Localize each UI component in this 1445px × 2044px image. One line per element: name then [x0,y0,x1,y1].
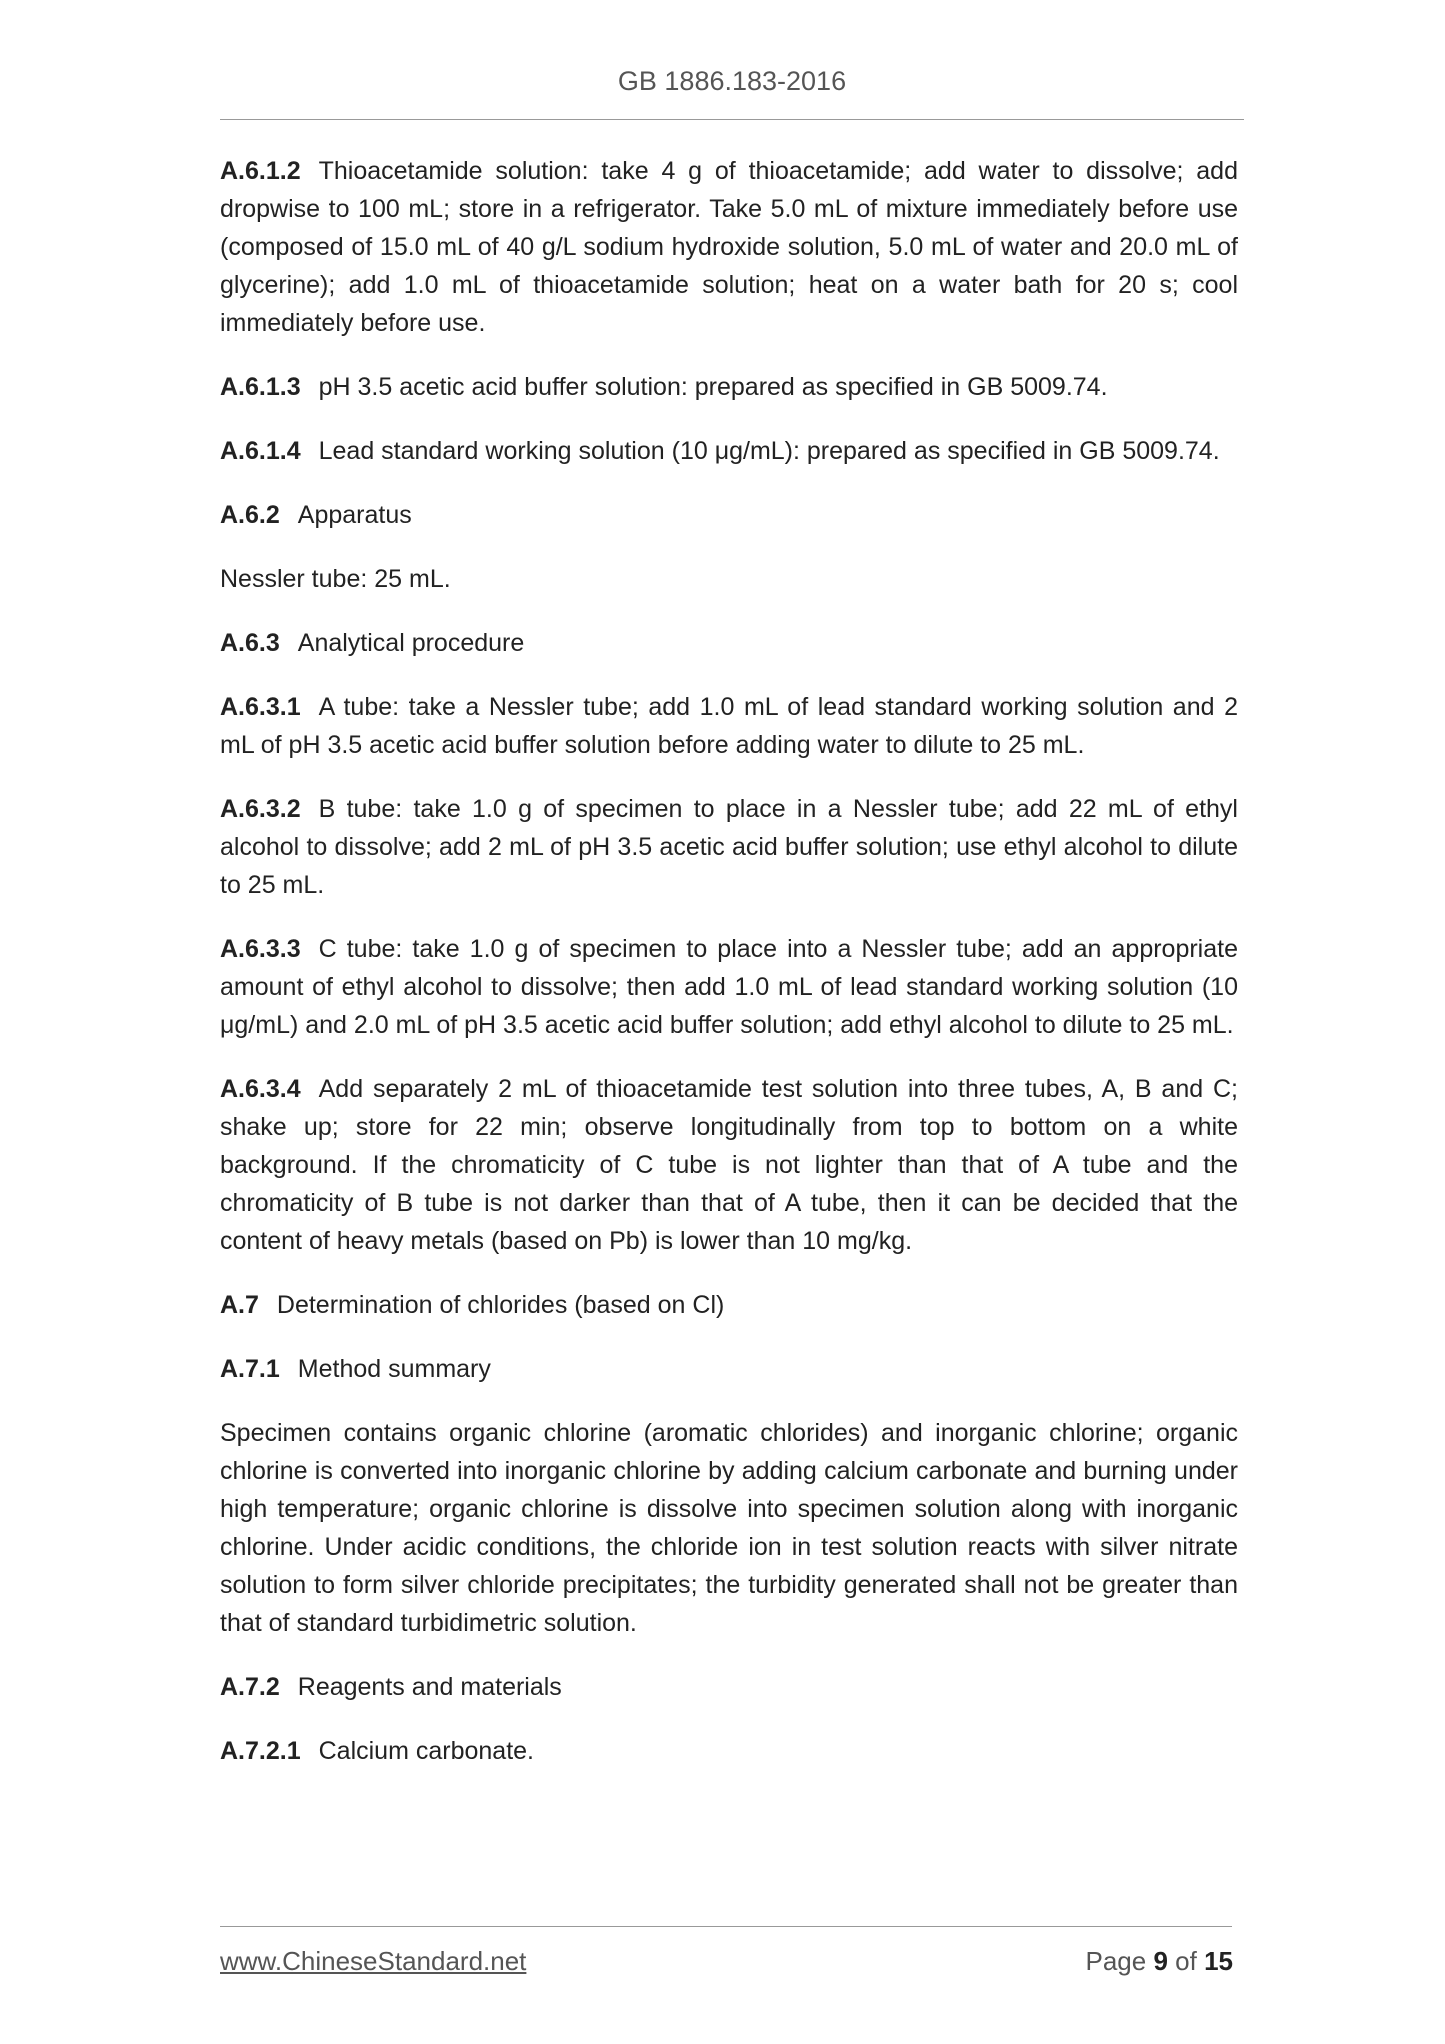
heading-a-6-3 [220,624,1238,662]
page-total: 15 [1204,1946,1233,1976]
paragraph-a-6-3-1 [220,688,1238,764]
section-number: A.7.1 [220,1355,280,1383]
paragraph-method-summary [220,1414,1238,1642]
document-header: GB 1886.183-2016 [617,66,847,96]
section-number: A.6.3.2 [220,795,301,823]
section-number: A.6.3.4 [220,1075,301,1103]
heading-text: Reagents and materials [297,1673,562,1701]
heading-text: Apparatus [297,501,412,529]
paragraph-a-7-2-1 [220,1732,1238,1770]
section-number: A.6.1.3 [220,373,301,401]
section-number: A.6.2 [220,501,280,529]
heading-a-6-2 [220,496,1238,534]
section-number: A.6.3.1 [220,693,301,721]
paragraph-a-6-3-3 [220,930,1238,1044]
paragraph-nessler-tube [220,560,1238,598]
page-indicator [1085,1946,1233,1977]
paragraph-a-6-3-4 [220,1070,1238,1260]
paragraph-text: A tube: take a Nessler tube; add 1.0 mL of lead standard working solution and 2 mL of pH 3.5 acetic acid buffer solution before adding water to dilute to 25 mL. [220,693,1238,759]
heading-text: Analytical procedure [297,629,525,657]
heading-text: Method summary [297,1355,491,1383]
section-number: A.7.2.1 [220,1737,301,1765]
page-current: 9 [1153,1946,1168,1976]
section-number: A.7 [220,1291,259,1319]
paragraph-text: Lead standard working solution (10 μg/mL): prepared as specified in GB 5009.74. [318,437,1220,465]
section-number: A.6.1.4 [220,437,301,465]
paragraph-a-6-1-2 [220,152,1238,342]
paragraph-text: Nessler tube: 25 mL. [220,565,451,593]
heading-a-7-1 [220,1350,1238,1388]
paragraph-text: B tube: take 1.0 g of specimen to place in a Nessler tube; add 22 mL of ethyl alcohol to dissolve; add 2 mL of pH 3.5 acetic acid buffer solution; use ethyl alcohol to dilute to 25 mL. [220,795,1238,899]
paragraph-a-6-3-2 [220,790,1238,904]
page-label: Page [1085,1946,1147,1976]
page-of: of [1175,1946,1197,1976]
paragraph-text: pH 3.5 acetic acid buffer solution: prepared as specified in GB 5009.74. [318,373,1108,401]
heading-a-7 [220,1286,1238,1324]
section-number: A.6.3.3 [220,935,301,963]
paragraph-text: Thioacetamide solution: take 4 g of thioacetamide; add water to dissolve; add dropwise to 100 mL; store in a refrigerator. Take 5.0 mL of mixture immediately before use (composed of 15.0 mL of 40 g/L sodium hydroxide solution, 5.0 mL of water and 20.0 mL of glycerine); add 1.0 mL of thioacetamide solution; heat on a water bath for 20 s; cool immediately before use. [220,157,1238,337]
section-number: A.6.1.2 [220,157,301,185]
section-number: A.6.3 [220,629,280,657]
paragraph-text: Calcium carbonate. [318,1737,534,1765]
paragraph-text: Specimen contains organic chlorine (aromatic chlorides) and inorganic chlorine; organic chlorine is converted into inorganic chlorine by adding calcium carbonate and burning under high temperature; organic chlorine is dissolve into specimen solution along with inorganic chlorine. Under acidic conditions, the chloride ion in test solution reacts with silver nitrate solution to form silver chloride precipitates; the turbidity generated shall not be greater than that of standard turbidimetric solution. [220,1419,1238,1637]
footer-divider [220,1926,1232,1927]
paragraph-a-6-1-3 [220,368,1238,406]
header-divider [220,119,1244,120]
heading-a-7-2 [220,1668,1238,1706]
paragraph-text: Add separately 2 mL of thioacetamide test solution into three tubes, A, B and C; shake up; store for 22 min; observe longitudinally from top to bottom on a white background. If the chromaticity of C tube is not lighter than that of A tube and the chromaticity of B tube is not darker than that of A tube, then it can be decided that the content of heavy metals (based on Pb) is lower than 10 mg/kg. [220,1075,1238,1255]
website-link[interactable]: www.ChineseStandard.net [220,1946,527,1976]
paragraph-text: C tube: take 1.0 g of specimen to place into a Nessler tube; add an appropriate amount of ethyl alcohol to dissolve; then add 1.0 mL of lead standard working solution (10 μg/mL) and 2.0 mL of pH 3.5 acetic acid buffer solution; add ethyl alcohol to dilute to 25 mL. [220,935,1238,1039]
heading-text: Determination of chlorides (based on Cl) [276,1291,725,1319]
paragraph-a-6-1-4 [220,432,1238,470]
section-number: A.7.2 [220,1673,280,1701]
document-body [220,152,1238,1796]
